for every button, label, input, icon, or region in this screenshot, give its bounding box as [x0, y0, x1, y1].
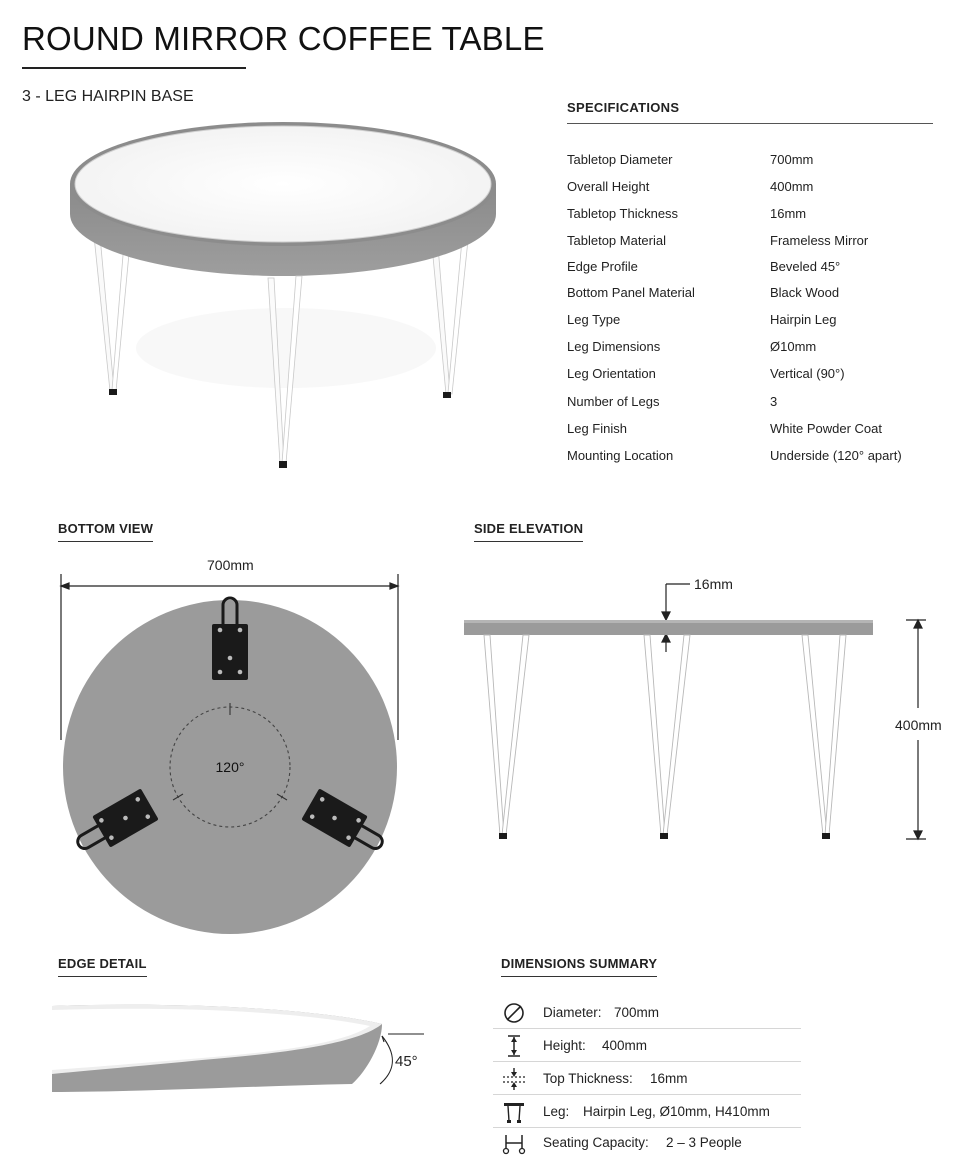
spec-row	[567, 179, 933, 199]
spec-value: 700mm	[770, 152, 814, 167]
spec-value: Frameless Mirror	[770, 233, 869, 248]
summary-value: 2 – 3 People	[666, 1135, 742, 1150]
summary-label: Diameter:	[543, 1005, 602, 1020]
leg-back-right	[432, 240, 468, 398]
edge-detail-drawing	[52, 996, 432, 1096]
specifications-heading: SPECIFICATIONS	[567, 100, 680, 115]
specifications-rule	[567, 123, 933, 124]
spec-label: Leg Dimensions	[567, 339, 661, 354]
spec-row	[567, 312, 933, 332]
spec-label: Leg Type	[567, 312, 621, 327]
spec-row	[567, 285, 933, 305]
bottom-view-diameter-label: 700mm	[207, 557, 254, 573]
spec-row	[567, 339, 933, 359]
spec-value: Underside (120° apart)	[770, 448, 902, 463]
spec-label: Tabletop Diameter	[567, 152, 673, 167]
side-elevation-heading: SIDE ELEVATION	[474, 521, 583, 542]
summary-label: Seating Capacity:	[543, 1135, 649, 1150]
summary-value: 16mm	[650, 1071, 688, 1086]
spec-row	[567, 421, 933, 441]
title-underline	[22, 67, 246, 69]
spec-value: 400mm	[770, 179, 814, 194]
spec-row	[567, 366, 933, 386]
edge-angle-label: 45°	[395, 1053, 418, 1070]
spec-row	[567, 448, 933, 468]
spec-label: Tabletop Thickness	[567, 206, 679, 221]
bottom-view-drawing	[50, 570, 410, 940]
summary-row-leg	[493, 1095, 801, 1128]
seating-icon	[501, 1131, 527, 1155]
table-perspective-render	[60, 118, 510, 478]
summary-value: 400mm	[602, 1038, 648, 1053]
spec-row	[567, 152, 933, 172]
spec-value: 16mm	[770, 206, 807, 221]
summary-value: Hairpin Leg, Ø10mm, H410mm	[583, 1104, 770, 1119]
spec-value: Hairpin Leg	[770, 312, 837, 327]
spec-value: Beveled 45°	[770, 259, 841, 274]
summary-label: Top Thickness:	[543, 1071, 633, 1086]
summary-row-diameter	[493, 996, 801, 1029]
spec-label: Tabletop Material	[567, 233, 666, 248]
height-label: 400mm	[895, 717, 942, 733]
angle-label: 120°	[215, 759, 245, 775]
thickness-icon	[501, 1067, 527, 1091]
dimensions-summary-heading: DIMENSIONS SUMMARY	[501, 956, 657, 977]
height-dimension	[906, 620, 926, 839]
leg-middle	[644, 635, 690, 839]
spec-row	[567, 259, 933, 279]
leg-left	[484, 635, 529, 839]
summary-value: 700mm	[614, 1005, 660, 1020]
edge-detail-heading: EDGE DETAIL	[58, 956, 147, 977]
spec-label: Bottom Panel Material	[567, 285, 695, 300]
diameter-icon	[501, 1001, 527, 1025]
side-elevation-drawing	[460, 580, 930, 850]
spec-row	[567, 394, 933, 414]
bevel-angle-marker	[380, 1034, 424, 1084]
spec-label: Edge Profile	[567, 259, 638, 274]
spec-label: Mounting Location	[567, 448, 674, 463]
spec-label: Number of Legs	[567, 394, 660, 409]
summary-row-height	[493, 1029, 801, 1062]
summary-row-seating	[493, 1128, 801, 1161]
spec-value: White Powder Coat	[770, 421, 882, 436]
page-subtitle: 3 - LEG HAIRPIN BASE	[22, 88, 194, 105]
spec-value: 3	[770, 394, 778, 409]
leg-back-left	[94, 236, 130, 395]
leg-right	[802, 635, 846, 839]
spec-label: Overall Height	[567, 179, 650, 194]
bottom-view-heading: BOTTOM VIEW	[58, 521, 153, 542]
spec-value: Vertical (90°)	[770, 366, 845, 381]
summary-row-thickness	[493, 1062, 801, 1095]
page-title: ROUND MIRROR COFFEE TABLE	[22, 20, 545, 57]
spec-row	[567, 233, 933, 253]
spec-label: Leg Finish	[567, 421, 627, 436]
summary-label: Leg:	[543, 1104, 570, 1119]
spec-label: Leg Orientation	[567, 366, 656, 381]
height-icon	[501, 1034, 527, 1058]
spec-value: Ø10mm	[770, 339, 817, 354]
spec-row	[567, 206, 933, 226]
leg-icon	[501, 1100, 527, 1124]
thickness-label: 16mm	[694, 576, 733, 592]
spec-value: Black Wood	[770, 285, 840, 300]
summary-label: Height:	[543, 1038, 586, 1053]
